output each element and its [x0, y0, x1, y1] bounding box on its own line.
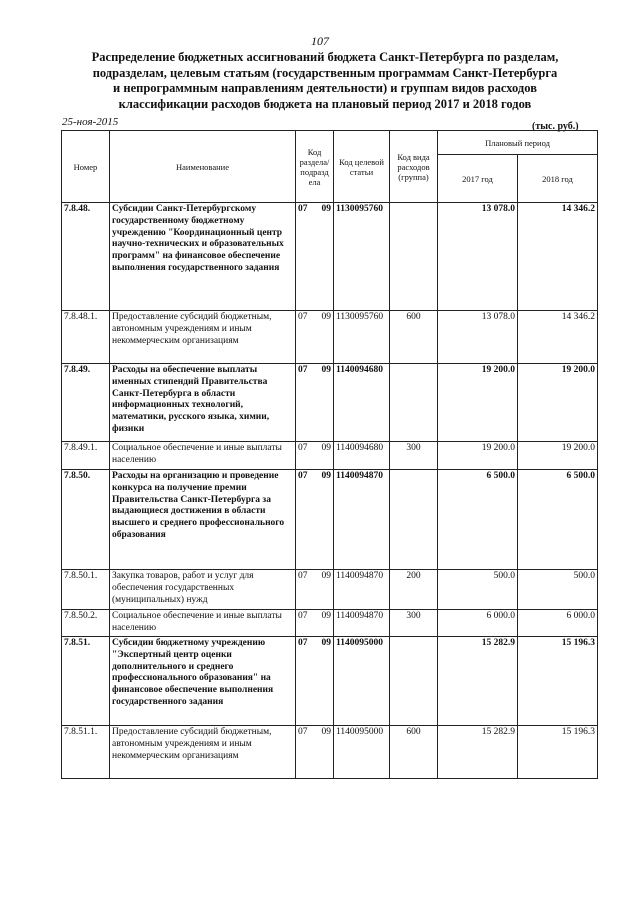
row-number: 7.8.48.1. [62, 311, 110, 364]
row-section-cell [296, 364, 334, 442]
row-subsection: 09 [321, 727, 331, 737]
row-section: 07 [298, 443, 308, 453]
row-number: 7.8.51. [62, 637, 110, 726]
row-group [390, 203, 438, 311]
row-article: 1140094870 [334, 570, 390, 610]
header-number: Номер [62, 131, 110, 203]
row-group [390, 637, 438, 726]
header-article-code: Код целевой статьи [334, 131, 390, 203]
row-value-2017: 15 282.9 [438, 726, 518, 779]
document-title [70, 50, 580, 112]
table-row [62, 570, 598, 610]
row-section-cell [296, 203, 334, 311]
row-section: 07 [298, 471, 308, 481]
row-number: 7.8.48. [62, 203, 110, 311]
title-line: Распределение бюджетных ассигнований бюджета Санкт-Петербурга по разделам, [91, 50, 559, 64]
row-section: 07 [298, 571, 308, 581]
title-line: подразделам, целевым статьям (государственным программам Санкт-Петербурга [92, 65, 558, 80]
row-subsection: 09 [321, 443, 331, 453]
row-value-2018: 19 200.0 [518, 364, 598, 442]
row-article: 1130095760 [334, 203, 390, 311]
row-value-2018: 6 000.0 [518, 610, 598, 637]
header-name: Наименование [110, 131, 296, 203]
table-body [62, 203, 598, 779]
row-value-2017: 15 282.9 [438, 637, 518, 726]
row-value-2018: 6 500.0 [518, 470, 598, 570]
document-date: 25-ноя-2015 [62, 116, 119, 128]
row-section: 07 [298, 365, 308, 375]
row-section: 07 [298, 312, 308, 322]
table-row [62, 203, 598, 311]
row-section-cell [296, 442, 334, 470]
table-row [62, 364, 598, 442]
row-name: Расходы на организацию и проведение конкурса на получение премии Правительства Санкт-Петербурга за выдающиеся достижения в области высшего и среднего профессионального образования [110, 470, 296, 570]
title-line: и непрограммным направлениям деятельности) и группам видов расходов [113, 81, 537, 95]
table-row [62, 311, 598, 364]
row-name: Предоставление субсидий бюджетным, автономным учреждениям и иным некоммерческим организациям [110, 726, 296, 779]
row-section: 07 [298, 611, 308, 621]
page-number: 107 [311, 34, 329, 48]
table-row [62, 637, 598, 726]
row-subsection: 09 [321, 571, 331, 581]
row-value-2017: 19 200.0 [438, 364, 518, 442]
header-planned-period: Плановый период [438, 131, 598, 155]
table-row [62, 470, 598, 570]
row-value-2017: 19 200.0 [438, 442, 518, 470]
row-value-2017: 6 000.0 [438, 610, 518, 637]
row-subsection: 09 [321, 312, 331, 322]
table-row [62, 726, 598, 779]
row-article: 1140094680 [334, 364, 390, 442]
row-value-2018: 15 196.3 [518, 637, 598, 726]
header-section-code: Код раздела/ подразд ела [296, 131, 334, 203]
row-name: Расходы на обеспечение выплаты именных стипендий Правительства Санкт-Петербурга в области информационных технологий, математики, русского языка, химии, физики [110, 364, 296, 442]
row-number: 7.8.50.1. [62, 570, 110, 610]
row-subsection: 09 [321, 638, 331, 648]
budget-table [61, 130, 598, 779]
header-year-2017: 2017 год [438, 155, 518, 203]
table-row [62, 610, 598, 637]
header-group-code: Код вида расходов (группа) [390, 131, 438, 203]
row-value-2018: 19 200.0 [518, 442, 598, 470]
row-value-2017: 500.0 [438, 570, 518, 610]
row-value-2017: 13 078.0 [438, 311, 518, 364]
row-subsection: 09 [321, 471, 331, 481]
row-subsection: 09 [321, 365, 331, 375]
row-section: 07 [298, 204, 308, 214]
row-value-2017: 13 078.0 [438, 203, 518, 311]
row-number: 7.8.49.1. [62, 442, 110, 470]
row-subsection: 09 [321, 204, 331, 214]
row-section: 07 [298, 727, 308, 737]
row-name: Закупка товаров, работ и услуг для обеспечения государственных (муниципальных) нужд [110, 570, 296, 610]
row-name: Субсидии бюджетному учреждению "Экспертный центр оценки дополнительного и среднего профессионального образования" на финансовое обеспечение выполнения государственного задания [110, 637, 296, 726]
row-group: 300 [390, 610, 438, 637]
units-label: (тыс. руб.) [532, 121, 579, 132]
row-value-2018: 14 346.2 [518, 203, 598, 311]
row-name: Субсидии Санкт-Петербургскому государственному бюджетному учреждению "Координационный центр научно-технических и образовательных программ" на финансовое обеспечение выполнения государственного задания [110, 203, 296, 311]
row-number: 7.8.51.1. [62, 726, 110, 779]
row-article: 1130095760 [334, 311, 390, 364]
row-section-cell [296, 726, 334, 779]
row-value-2018: 500.0 [518, 570, 598, 610]
row-group: 600 [390, 311, 438, 364]
row-section: 07 [298, 638, 308, 648]
row-name: Предоставление субсидий бюджетным, автономным учреждениям и иным некоммерческим организациям [110, 311, 296, 364]
row-article: 1140095000 [334, 726, 390, 779]
row-section-cell [296, 610, 334, 637]
row-section-cell [296, 570, 334, 610]
title-line: классификации расходов бюджета на плановый период 2017 и 2018 годов [118, 96, 532, 111]
row-section-cell [296, 637, 334, 726]
row-article: 1140094680 [334, 442, 390, 470]
row-number: 7.8.50. [62, 470, 110, 570]
table-row [62, 442, 598, 470]
row-section-cell [296, 311, 334, 364]
row-article: 1140095000 [334, 637, 390, 726]
row-name: Социальное обеспечение и иные выплаты населению [110, 442, 296, 470]
row-number: 7.8.49. [62, 364, 110, 442]
row-group: 600 [390, 726, 438, 779]
row-group: 300 [390, 442, 438, 470]
header-year-2018: 2018 год [518, 155, 598, 203]
row-value-2018: 14 346.2 [518, 311, 598, 364]
row-name: Социальное обеспечение и иные выплаты населению [110, 610, 296, 637]
row-value-2017: 6 500.0 [438, 470, 518, 570]
row-value-2018: 15 196.3 [518, 726, 598, 779]
row-number: 7.8.50.2. [62, 610, 110, 637]
row-group [390, 470, 438, 570]
row-group [390, 364, 438, 442]
row-article: 1140094870 [334, 470, 390, 570]
row-subsection: 09 [321, 611, 331, 621]
row-group: 200 [390, 570, 438, 610]
row-section-cell [296, 470, 334, 570]
row-article: 1140094870 [334, 610, 390, 637]
